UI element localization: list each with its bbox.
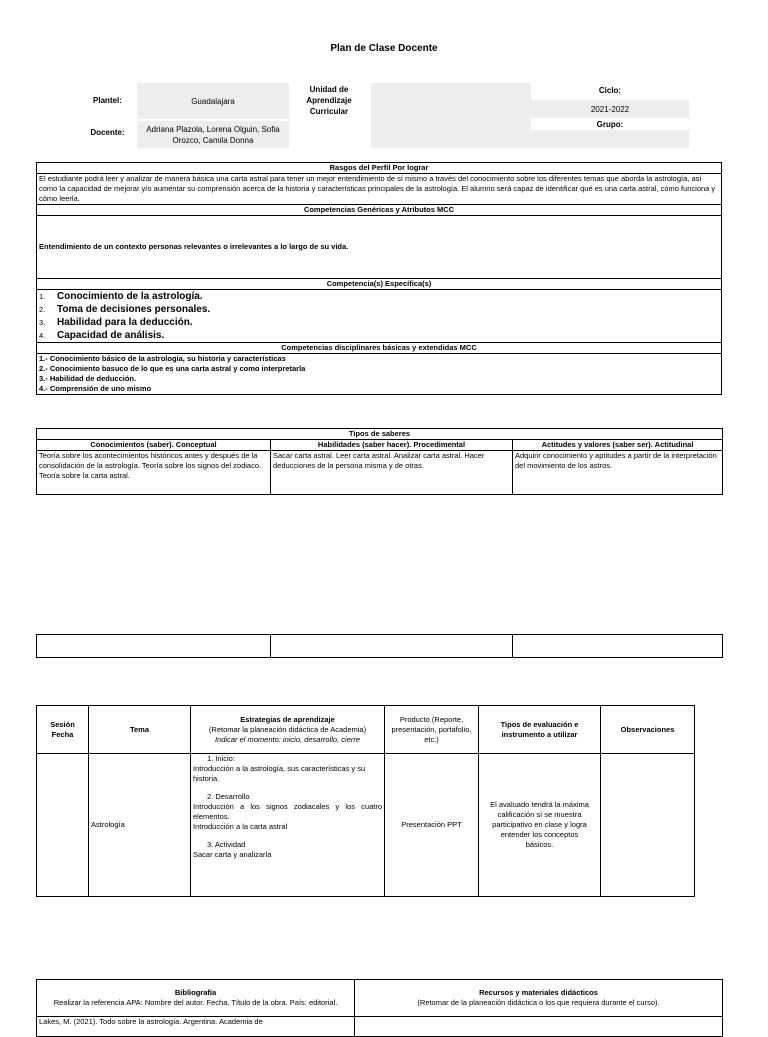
observaciones-header: Observaciones	[601, 706, 695, 754]
tema-header: Tema	[89, 706, 191, 754]
grupo-field	[531, 130, 689, 148]
especificas-heading: Competencia(s) Específica(s)	[37, 279, 722, 290]
recursos-cell	[355, 1017, 723, 1037]
estrategias-cell: 1. Inicio: Introducción a la astrología, sus características y su historia. 2. Desarrollo Introducción a los signos zodiacales y los cuatro elementos. Introducción a la carta astral 3. Actividad Sacar carta y analizarla	[191, 754, 385, 897]
producto-header: Producto (Reporte, presentación, portafolio, etc.)	[385, 706, 479, 754]
saberes-col1-head: Conocimientos (saber). Conceptual	[37, 440, 271, 451]
plantel-label: Plantel:	[93, 96, 122, 105]
saberes-col2-text: Sacar carta astral. Leer carta astral. Analizar carta astral. Hacer deducciones de la persona misma y de otras.	[271, 451, 513, 495]
list-item: 3. Habilidad para la deducción.	[39, 317, 193, 328]
unidad-field	[371, 83, 531, 148]
list-item: 1.- Conocimiento básico de la astrología, su historia y características	[39, 354, 286, 363]
perfil-heading: Rasgos del Perfil Por lograr	[37, 163, 722, 174]
bibliografia-entry: Lakes, M. (2021). Todo sobre la astrología. Argentina. Academia de	[37, 1017, 355, 1037]
list-item: 2.- Conocimiento basuco de lo que es una carta astral y como interpretarla	[39, 364, 306, 373]
bibliografia-table	[36, 979, 723, 1037]
disciplinares-heading: Competencias disciplinares básicas y extendidas MCC	[37, 343, 722, 354]
saberes-heading: Tipos de saberes	[37, 429, 723, 440]
genericas-text: Entendimiento de un contexto personas relevantes o irrelevantes a lo largo de su vida.	[39, 242, 349, 251]
list-item: 3.- Habilidad de deducción.	[39, 374, 137, 383]
empty-table	[36, 634, 723, 658]
evaluacion-cell: El avaluado tendrá la máxima calificación sí se muestra participativo en clase y logra entender los conceptos básicos.	[479, 754, 601, 897]
estrategias-header: Estrategias de aprendizaje (Retomar la planeación didáctica de Academia) Indicar el momento: inicio, desarrollo, cierre	[191, 706, 385, 754]
ciclo-field: 2021-2022	[531, 100, 689, 118]
saberes-col3-head: Actitudes y valores (saber ser). Actitudinal	[513, 440, 723, 451]
tema-cell: Astrología	[89, 754, 191, 897]
plantel-field: Guadalajara	[137, 83, 289, 119]
empty-cell	[513, 635, 723, 658]
unidad-label: Unidad de Aprendizaje Curricular	[306, 85, 352, 116]
especificas-list	[39, 290, 719, 342]
genericas-heading: Competencias Genéricas y Atributos MCC	[37, 205, 722, 216]
competencias-table	[36, 162, 722, 395]
list-item: 4. Capacidad de análisis.	[39, 330, 165, 341]
saberes-col1-text: Teoría sobre los acontecimientos históricos antes y después de la consolidación de la astrología. Teoría sobre los signos del zodiaco. Teoría sobre la carta astral.	[37, 451, 271, 495]
docente-field: Adriana Plazola, Lorena Olguin, Sofia Orozco, Camila Donna	[137, 121, 289, 148]
page-title: Plan de Clase Docente	[330, 43, 438, 54]
sesion-header: Sesión Fecha	[37, 706, 89, 754]
list-item: 1. Conocimiento de la astrología.	[39, 291, 203, 302]
sesion-table	[36, 705, 695, 897]
sesion-cell	[37, 754, 89, 897]
saberes-col2-head: Habilidades (saber hacer). Procedimental	[271, 440, 513, 451]
bibliografia-header: Bibliografía Realizar la referencia APA: Nombre del autor. Fecha. Título de la obra. País: editorial.	[37, 980, 355, 1017]
recursos-header: Recursos y materiales didácticos (Retomar de la planeación didáctica o los que requiera durante el curso).	[355, 980, 723, 1017]
ciclo-label: Ciclo:	[598, 86, 622, 95]
saberes-col3-text: Adquirir conocimiento y aptitudes a partir de la interpretación del movimiento de los astros.	[513, 451, 723, 495]
empty-cell	[37, 635, 271, 658]
empty-cell	[271, 635, 513, 658]
docente-label: Docente:	[90, 128, 125, 137]
producto-cell: Presentación PPT	[385, 754, 479, 897]
grupo-label: Grupo:	[596, 120, 624, 129]
perfil-text: El estudiante podrá leer y analizar de manera básica una carta astral para tener un mejor entendimiento de sí mismo a través del conocimiento sobre los diferentes temas que aborda la astrología, así como la capacidad de mejorar y/o aumentar su comprensión acerca de la historia y características principales de la astrología. El alumno será capaz de identificar qué es una carta astral, cómo funciona y cómo leerla.	[37, 174, 722, 205]
list-item: 2. Toma de decisiones personales.	[39, 304, 211, 315]
list-item: 4.- Comprensión de uno mismo	[39, 384, 152, 393]
evaluacion-header: Tipos de evaluación e instrumento a utilizar	[479, 706, 601, 754]
observaciones-cell	[601, 754, 695, 897]
saberes-table	[36, 428, 723, 495]
